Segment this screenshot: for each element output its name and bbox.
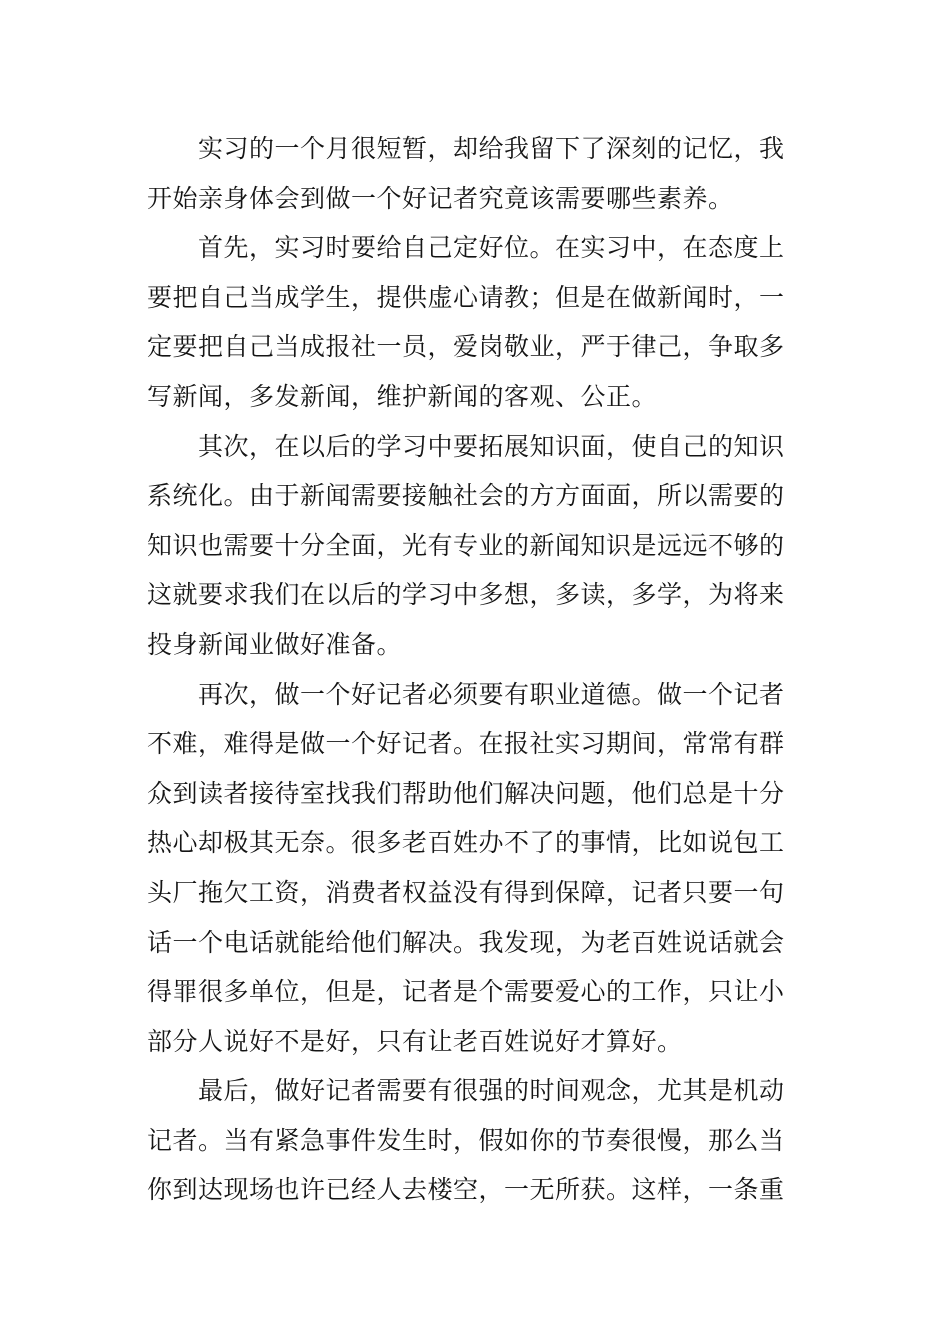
paragraph-2 [147,223,807,421]
paragraph-line: 头厂拖欠工资，消费者权益没有得到保障，记者只要一句 [147,877,785,907]
paragraph-line: 知识也需要十分全面，光有专业的新闻知识是远远不够的 [147,530,785,560]
paragraph-line: 再次，做一个好记者必须要有职业道德。做一个记者 [198,679,785,709]
paragraph-line: 你到达现场也许已经人去楼空，一无所获。这样，一条重 [147,1175,785,1205]
paragraph-line: 写新闻，多发新闻，维护新闻的客观、公正。 [147,381,658,411]
paragraph-line: 其次，在以后的学习中要拓展知识面，使自己的知识 [198,431,785,461]
paragraph-line: 得罪很多单位，但是，记者是个需要爱心的工作，只让小 [147,977,785,1007]
paragraph-line: 不难，难得是做一个好记者。在报社实习期间，常常有群 [147,729,785,759]
paragraph-line: 众到读者接待室找我们帮助他们解决问题，他们总是十分 [147,778,785,808]
paragraph-line: 记者。当有紧急事件发生时，假如你的节奏很慢，那么当 [147,1125,785,1155]
paragraph-line: 最后，做好记者需要有很强的时间观念，尤其是机动 [198,1076,785,1106]
paragraph-line: 热心却极其无奈。很多老百姓办不了的事情，比如说包工 [147,828,785,858]
paragraph-3 [147,422,807,670]
paragraph-5 [147,1066,807,1215]
paragraph-line: 开始亲身体会到做一个好记者究竟该需要哪些素养。 [147,183,734,213]
document-body [147,124,807,1215]
paragraph-line: 部分人说好不是好，只有让老百姓说好才算好。 [147,1026,683,1056]
paragraph-line: 系统化。由于新闻需要接触社会的方方面面，所以需要的 [147,481,785,511]
paragraph-line: 要把自己当成学生，提供虚心请教；但是在做新闻时，一 [147,282,785,312]
paragraph-line: 投身新闻业做好准备。 [147,629,403,659]
paragraph-line: 话一个电话就能给他们解决。我发现，为老百姓说话就会 [147,927,785,957]
paragraph-1 [147,124,807,223]
paragraph-4 [147,670,807,1067]
paragraph-line: 这就要求我们在以后的学习中多想，多读，多学，为将来 [147,580,785,610]
paragraph-line: 定要把自己当成报社一员，爱岗敬业，严于律己，争取多 [147,332,785,362]
paragraph-line: 实习的一个月很短暂，却给我留下了深刻的记忆，我 [198,134,785,163]
paragraph-line: 首先，实习时要给自己定好位。在实习中，在态度上 [198,233,785,263]
